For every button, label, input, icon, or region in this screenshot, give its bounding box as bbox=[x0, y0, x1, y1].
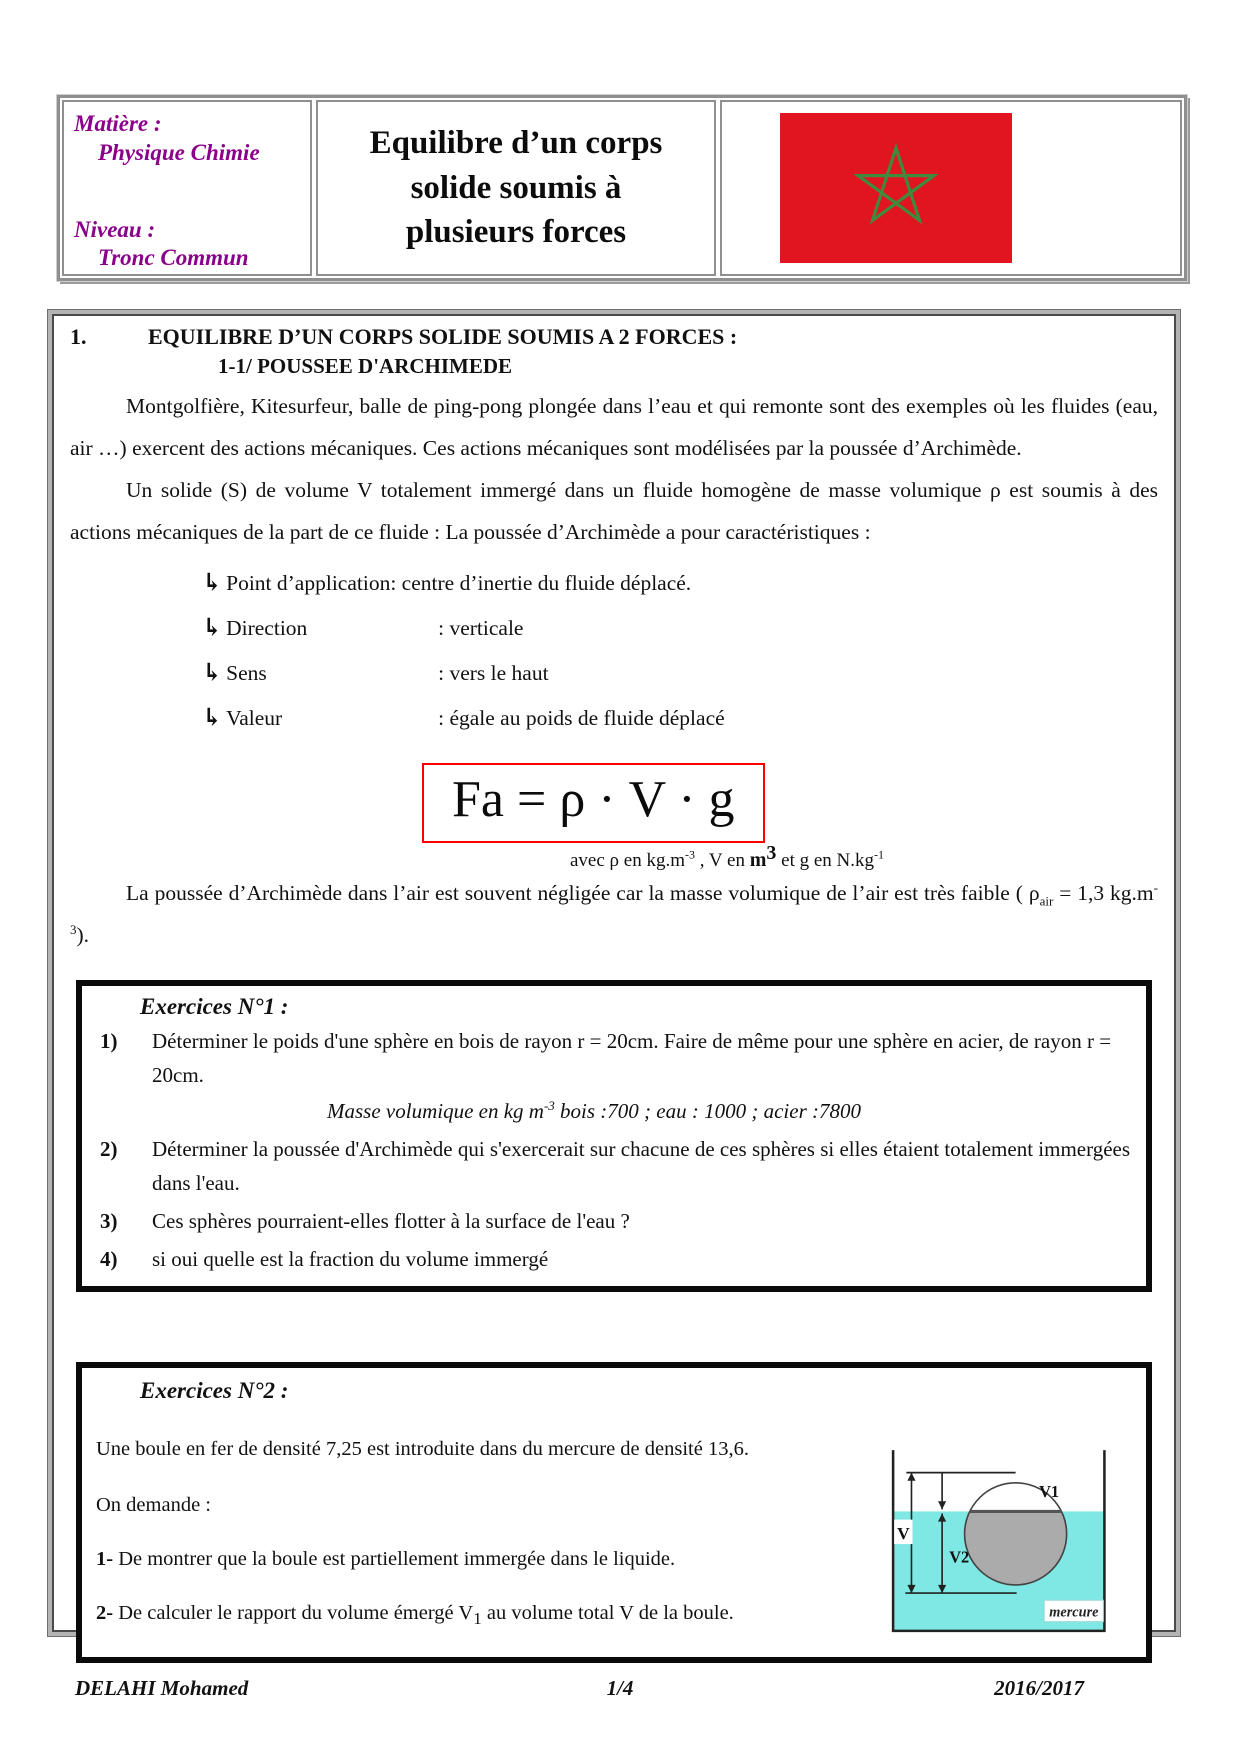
ball-in-mercury-diagram bbox=[846, 1442, 1126, 1638]
density-values-note bbox=[96, 1094, 1092, 1128]
item-text: Déterminer le poids d'une sphère en bois de rayon r = 20cm. Faire de même pour une sphère en acier, de rayon r = 20cm. bbox=[152, 1029, 1112, 1088]
label-mercure: mercure bbox=[1049, 1604, 1099, 1621]
label-v: V bbox=[897, 1524, 910, 1544]
header-table bbox=[57, 95, 1187, 281]
label-v1: V1 bbox=[1039, 1482, 1060, 1502]
content-frame bbox=[52, 314, 1176, 1632]
exercise1-title: Exercices N°1 : bbox=[140, 994, 289, 1020]
page-number: 1/4 bbox=[606, 1676, 634, 1700]
paragraph-solide-immerge: Un solide (S) de volume V totalement immergé dans un fluide homogène de masse volumique ρ est soumis à des actions mécaniques de la part de ce fluide : La poussée d’Archimède a pour caractéristiques : bbox=[70, 478, 1158, 544]
title-line-3: plusieurs forces bbox=[405, 214, 627, 251]
header-title-cell bbox=[316, 100, 716, 276]
question-number: 1- bbox=[96, 1548, 114, 1571]
question-text: au volume total V de la boule. bbox=[481, 1602, 734, 1625]
exercise1-item bbox=[96, 1242, 1132, 1276]
bullet-value: : verticale bbox=[438, 616, 524, 640]
footer-year: 2016/2017 bbox=[994, 1676, 1084, 1700]
curved-arrow-icon: ↳ bbox=[202, 570, 223, 596]
units-volume: m bbox=[749, 849, 767, 872]
note-text: ). bbox=[76, 923, 90, 948]
document-title bbox=[370, 121, 663, 255]
exercise2-demand: On demande : bbox=[96, 1494, 211, 1517]
archimede-formula: Fa = ρ · V · g bbox=[422, 763, 765, 843]
units-exponent: -1 bbox=[874, 847, 885, 862]
formula-container bbox=[422, 763, 1158, 843]
bullet-label: Sens bbox=[226, 661, 267, 685]
air-density-note bbox=[70, 872, 1158, 956]
item-text: Ces sphères pourraient-elles flotter à la surface de l'eau ? bbox=[152, 1209, 630, 1234]
list-item bbox=[202, 606, 1158, 651]
characteristics-list bbox=[202, 561, 1158, 741]
units-exponent: 3 bbox=[766, 841, 777, 864]
exercise1-item bbox=[96, 1132, 1132, 1200]
bullet-label: Direction bbox=[226, 616, 308, 640]
item-number: 3) bbox=[100, 1209, 118, 1234]
exercise2-text-column bbox=[96, 1408, 846, 1643]
bullet-value: : centre d’inertie du fluide déplacé. bbox=[390, 571, 692, 595]
item-number: 1) bbox=[100, 1029, 118, 1054]
units-text: , V en bbox=[695, 850, 750, 872]
exercise2-question bbox=[96, 1544, 846, 1574]
note-exponent: -3 bbox=[70, 880, 1158, 938]
niveau-label: Niveau : bbox=[74, 216, 156, 242]
exercise1-box bbox=[76, 980, 1152, 1292]
matiere-label: Matière : bbox=[74, 111, 162, 136]
item-text: si oui quelle est la fraction du volume immergé bbox=[152, 1247, 549, 1272]
units-exponent: -3 bbox=[685, 847, 695, 862]
question-number: 2- bbox=[96, 1602, 114, 1625]
list-item bbox=[202, 696, 1158, 741]
question-text: De calculer le rapport du volume émergé V bbox=[113, 1602, 474, 1625]
exercise1-item bbox=[96, 1024, 1132, 1092]
paragraph-archimede-intro: Montgolfière, Kitesurfeur, balle de ping-pong plongée dans l’eau et qui remonte sont des exemples où les fluides (eau, air …) exercent des actions mécaniques. Ces actions mécaniques sont modélisées par la poussée d’Archimède. bbox=[70, 394, 1158, 460]
bullet-label: Point d’application bbox=[226, 571, 391, 595]
exercise2-title: Exercices N°2 : bbox=[140, 1378, 289, 1404]
pentagram-star-icon bbox=[841, 133, 951, 243]
exercise2-question bbox=[96, 1598, 846, 1628]
volume-subscript: 1 bbox=[473, 1609, 482, 1629]
list-item bbox=[202, 561, 1158, 606]
rho-subscript: air bbox=[1039, 893, 1054, 909]
bullet-value: : égale au poids de fluide déplacé bbox=[438, 706, 725, 730]
note-text: bois :700 ; eau : 1000 ; acier :7800 bbox=[554, 1099, 861, 1124]
spacer bbox=[74, 168, 304, 216]
footer-author: DELAHI Mohamed bbox=[75, 1676, 249, 1700]
niveau-value: Tronc Commun bbox=[98, 245, 249, 271]
note-text: La poussée d’Archimède dans l’air est souvent négligée car la masse volumique de l’air est très faible ( ρ bbox=[126, 881, 1040, 906]
bullet-label: Valeur bbox=[226, 706, 283, 730]
morocco-flag bbox=[780, 113, 1012, 263]
header-flag-cell bbox=[720, 100, 1182, 276]
note-text: Masse volumique en kg m bbox=[327, 1099, 544, 1124]
section-number: 1. bbox=[70, 324, 87, 349]
curved-arrow-icon: ↳ bbox=[202, 660, 223, 686]
curved-arrow-icon: ↳ bbox=[202, 615, 223, 641]
exercise2-content bbox=[96, 1408, 1136, 1643]
bullet-value: : vers le haut bbox=[438, 661, 549, 685]
question-text: De montrer que la boule est partiellement immergée dans le liquide. bbox=[113, 1548, 676, 1571]
note-exponent: -3 bbox=[543, 1098, 555, 1114]
item-number: 4) bbox=[100, 1247, 118, 1272]
section-heading-row bbox=[70, 324, 1158, 350]
exercise2-figure bbox=[846, 1408, 1136, 1643]
exercise2-intro: Une boule en fer de densité 7,25 est introduite dans du mercure de densité 13,6. bbox=[96, 1438, 749, 1461]
section-subheading: 1-1/ POUSSEE D'ARCHIMEDE bbox=[218, 354, 513, 378]
list-item bbox=[202, 651, 1158, 696]
label-v2: V2 bbox=[949, 1547, 970, 1567]
title-line-1: Equilibre d’un corps bbox=[369, 125, 663, 162]
note-text: = 1,3 kg.m bbox=[1053, 881, 1154, 906]
curved-arrow-icon: ↳ bbox=[202, 705, 223, 731]
item-text: Déterminer la poussée d'Archimède qui s'exercerait sur chacune de ces sphères si elles étaient totalement immergées dans l'eau. bbox=[152, 1137, 1131, 1196]
star-outline bbox=[858, 148, 934, 220]
units-text: et g en N.kg bbox=[776, 850, 875, 872]
section-heading: EQUILIBRE D’UN CORPS SOLIDE SOUMIS A 2 FORCES : bbox=[148, 324, 738, 349]
units-text: avec ρ en kg.m bbox=[570, 850, 685, 872]
title-line-2: solide soumis à bbox=[410, 169, 622, 206]
item-number: 2) bbox=[100, 1137, 118, 1162]
header-subject-cell bbox=[62, 100, 312, 276]
units-line bbox=[570, 841, 1158, 872]
exercise1-item bbox=[96, 1204, 1132, 1238]
matiere-value: Physique Chimie bbox=[98, 139, 260, 165]
exercise2-box bbox=[76, 1362, 1152, 1663]
